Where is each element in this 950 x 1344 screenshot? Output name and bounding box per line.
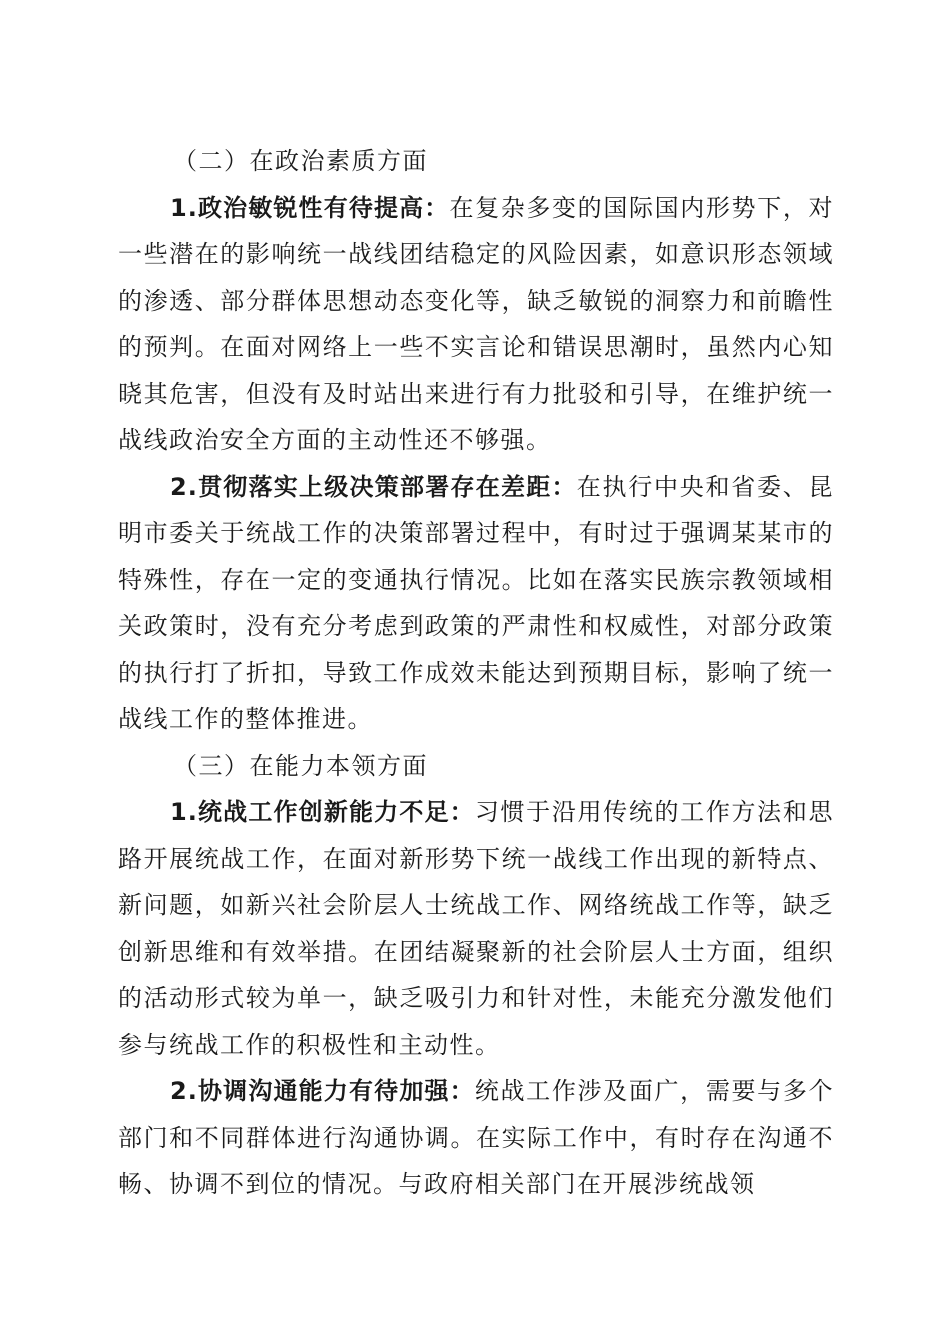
paragraph-implementation-gap <box>118 464 834 743</box>
paragraph-lead: 2.协调沟通能力有待加强： <box>170 1077 475 1105</box>
section-heading-capability: （三）在能力本领方面 <box>173 751 428 780</box>
paragraph-lead: 2.贯彻落实上级决策部署存在差距： <box>170 472 577 501</box>
section-heading-political-quality: （二）在政治素质方面 <box>173 147 428 175</box>
paragraph-lead: 1.政治敏锐性有待提高： <box>170 193 450 222</box>
paragraph-body: 习惯于沿用传统的工作方法和思路开展统战工作，在面对新形势下统一战线工作出现的新特点、新问题，如新兴社会阶层人士统战工作、网络统战工作等，缺乏创新思维和有效举措。在团结凝聚新的社会阶层人士方面，组织的活动形式较为单一，缺乏吸引力和针对性，未能充分激发他们参与统战工作的积极性和主动性。 <box>118 798 834 1059</box>
paragraph-political-sensitivity <box>118 185 834 464</box>
paragraph-innovation-ability <box>118 789 834 1068</box>
paragraph-body: 统战工作涉及面广，需要与多个部门和不同群体进行沟通协调。在实际工作中，有时存在沟通不畅、协调不到位的情况。与政府相关部门在开展涉统战领 <box>118 1077 834 1198</box>
paragraph-body: 在执行中央和省委、昆明市委关于统战工作的决策部署过程中，有时过于强调某某市的特殊性，存在一定的变通执行情况。比如在落实民族宗教领域相关政策时，没有充分考虑到政策的严肃性和权威性，对部分政策的执行打了折扣，导致工作成效未能达到预期目标，影响了统一战线工作的整体推进。 <box>118 472 834 733</box>
paragraph-lead: 1.统战工作创新能力不足： <box>170 798 475 826</box>
paragraph-body: 在复杂多变的国际国内形势下，对一些潜在的影响统一战线团结稳定的风险因素，如意识形态领域的渗透、部分群体思想动态变化等，缺乏敏锐的洞察力和前瞻性的预判。在面对网络上一些不实言论和错误思潮时，虽然内心知晓其危害，但没有及时站出来进行有力批驳和引导，在维护统一战线政治安全方面的主动性还不够强。 <box>118 193 834 454</box>
document-body <box>118 138 834 1208</box>
paragraph-coordination-ability <box>118 1068 834 1208</box>
